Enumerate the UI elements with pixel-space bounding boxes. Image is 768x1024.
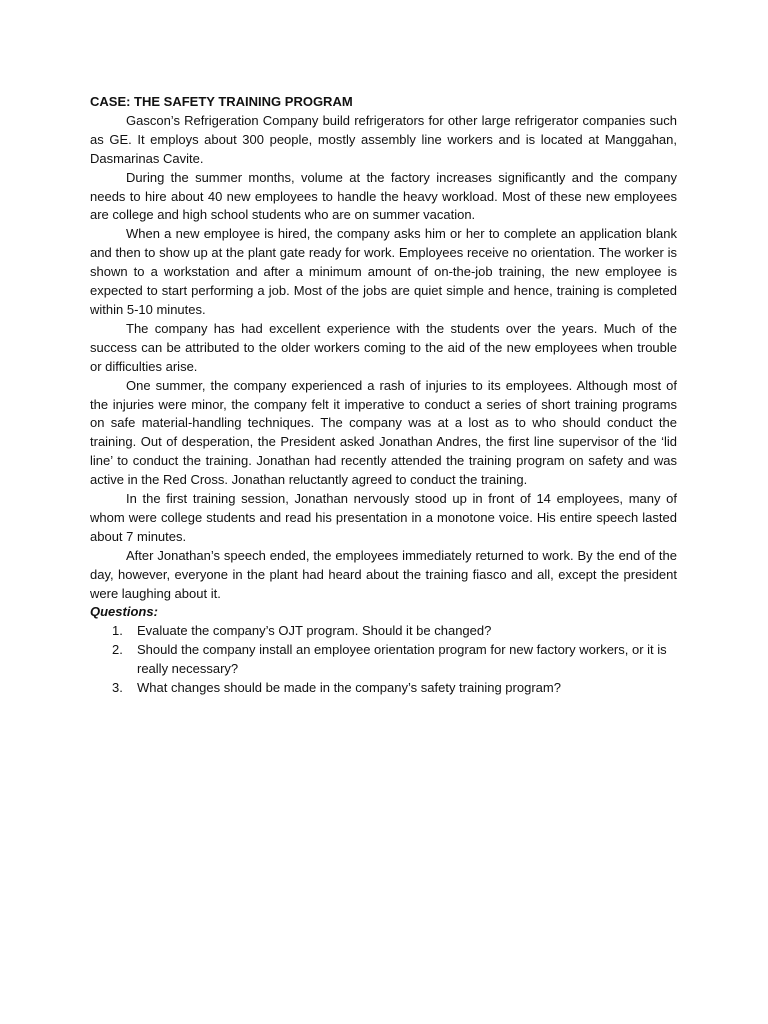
paragraph-training-session: In the first training session, Jonathan nervously stood up in front of 14 employees, many of whom were college students and read his presentation in a monotone voice. His entire speech lasted about 7 minutes. — [90, 491, 677, 544]
question-item — [90, 679, 677, 698]
question-number: 2. — [112, 642, 123, 658]
question-text: What changes should be made in the company’s safety training program? — [137, 680, 561, 696]
paragraph-summer-hiring: During the summer months, volume at the factory increases significantly and the company needs to hire about 40 new employees to handle the heavy workload. Most of these new employees are college and high school students who are on summer vacation. — [90, 169, 677, 223]
question-text: Should the company install an employee orientation program for new factory workers, or it is really necessary? — [137, 642, 667, 677]
question-number: 3. — [112, 680, 123, 696]
paragraph-student-experience: The company has had excellent experience with the students over the years. Much of the success can be attributed to the older workers coming to the aid of the new employees when trouble or difficulties arise. — [90, 320, 677, 374]
question-text: Evaluate the company’s OJT program. Should it be changed? — [137, 623, 492, 639]
document-page — [90, 93, 677, 698]
question-item — [90, 641, 677, 679]
paragraph-aftermath: After Jonathan’s speech ended, the employees immediately returned to work. By the end of the day, however, everyone in the plant had heard about the training fiasco and all, except the president were laughing about it. — [90, 547, 677, 601]
questions-list — [90, 622, 677, 698]
case-title: CASE: THE SAFETY TRAINING PROGRAM — [90, 94, 353, 109]
question-number: 1. — [112, 623, 123, 639]
paragraph-hiring-process: When a new employee is hired, the company asks him or her to complete an application blank and then to show up at the plant gate ready for work. Employees receive no orientation. The worker is shown to a workstation and after a minimum amount of on-the-job training, the new employee is expected to start performing a job. Most of the jobs are quiet simple and hence, training is completed within 5-10 minutes. — [90, 226, 677, 317]
questions-heading: Questions: — [90, 604, 158, 620]
question-item — [90, 622, 677, 641]
paragraph-company-intro: Gascon’s Refrigeration Company build refrigerators for other large refrigerator companies such as GE. It employs about 300 people, mostly assembly line workers and is located at Manggahan, Dasmarinas Cavite. — [90, 112, 677, 166]
paragraph-injuries: One summer, the company experienced a rash of injuries to its employees. Although most of the injuries were minor, the company felt it imperative to conduct a series of short training programs on safe material-handling techniques. The company was at a lost as to who should conduct the training. Out of desperation, the President asked Jonathan Andres, the first line supervisor of the ‘lid line’ to conduct the training. Jonathan had recently attended the training program on safety and was active in the Red Cross. Jonathan reluctantly agreed to conduct the training. — [90, 377, 677, 488]
